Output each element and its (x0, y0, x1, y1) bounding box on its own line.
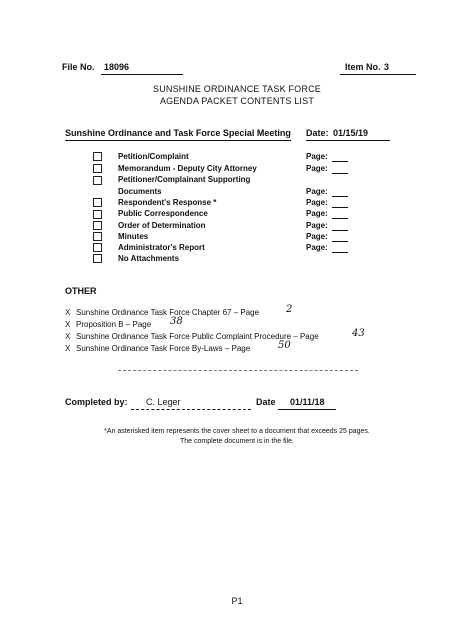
meeting-name-underline (65, 140, 291, 141)
meeting-date-label: Date: (306, 128, 329, 138)
page-number: P1 (231, 596, 243, 606)
file-number-value: 18096 (104, 62, 130, 72)
completed-by-name: C. Leger (146, 397, 181, 407)
other-item-page-handwritten: 38 (170, 316, 183, 327)
checkbox-order-determination[interactable] (93, 221, 102, 230)
meeting-name: Sunshine Ordinance and Task Force Special Meeting (65, 128, 291, 138)
file-number-underline (101, 74, 183, 75)
other-item-mark: X (65, 332, 71, 341)
checkbox-respondent-response[interactable] (93, 198, 102, 207)
page-label-documents: Page: (306, 187, 328, 196)
other-item-page-handwritten: 2 (286, 304, 293, 315)
checkbox-petition[interactable] (93, 152, 102, 161)
other-item-text: Sunshine Ordinance Task Force Public Complaint Procedure – Page (76, 332, 319, 341)
completed-date-underline (278, 409, 336, 410)
meeting-date: 01/15/19 (333, 128, 369, 138)
page-label-order: Page: (306, 221, 328, 230)
page-label-administrator: Page: (306, 243, 328, 252)
other-item-text: Sunshine Ordinance Task Force Chapter 67 – Page (76, 308, 260, 317)
other-item-text: Sunshine Ordinance Task Force By-Laws – Page (76, 344, 251, 353)
checkbox-memorandum[interactable] (93, 164, 102, 173)
other-item-text: Proposition B – Page (76, 320, 152, 329)
other-item-page-handwritten: 50 (278, 340, 291, 351)
completed-date-label: Date (256, 397, 276, 407)
page-label-correspondence: Page: (306, 209, 328, 218)
item-number-underline (340, 74, 416, 75)
completed-by-label: Completed by: (65, 397, 128, 407)
item-label-respondent: Respondent's Response * (118, 198, 217, 207)
checkbox-minutes[interactable] (93, 232, 102, 241)
meeting-date-underline (306, 140, 390, 141)
other-item-mark: X (65, 308, 71, 317)
page-blank-minutes (332, 241, 348, 242)
item-label-minutes: Minutes (118, 232, 149, 241)
item-label-supporting: Petitioner/Complainant Supporting (118, 175, 251, 184)
item-label-memorandum: Memorandum - Deputy City Attorney (118, 164, 257, 173)
other-item-mark: X (65, 344, 71, 353)
checkbox-public-correspondence[interactable] (93, 210, 102, 219)
scan-divider (118, 370, 358, 371)
page-blank-correspondence (332, 218, 348, 219)
item-label-administrator: Administrator's Report (118, 243, 205, 252)
item-label-documents: Documents (118, 187, 162, 196)
page-blank-memorandum (332, 173, 348, 174)
checkbox-supporting-documents[interactable] (93, 176, 102, 185)
page-label-respondent: Page: (306, 198, 328, 207)
footnote-line2: The complete document is in the file. (179, 438, 294, 445)
page-label-memorandum: Page: (306, 164, 328, 173)
item-label-petition: Petition/Complaint (118, 152, 189, 161)
page-label-minutes: Page: (306, 232, 328, 241)
document-subtitle: AGENDA PACKET CONTENTS LIST (159, 96, 315, 106)
page-blank-order (332, 230, 348, 231)
checkbox-no-attachments[interactable] (93, 254, 102, 263)
item-label-no-attachments: No Attachments (118, 254, 180, 263)
page-blank-respondent (332, 207, 348, 208)
completed-date: 01/11/18 (290, 397, 325, 407)
page-label-petition: Page: (306, 152, 328, 161)
page-blank-administrator (332, 252, 348, 253)
document-title: SUNSHINE ORDINANCE TASK FORCE (153, 84, 321, 94)
other-item-mark: X (65, 320, 71, 329)
file-number-label: File No. (62, 62, 95, 72)
other-heading: OTHER (65, 286, 97, 296)
item-number-value: 3 (384, 62, 390, 72)
completed-by-underline (131, 409, 251, 410)
page-blank-documents (332, 196, 348, 197)
item-label-correspondence: Public Correspondence (118, 209, 208, 218)
page-blank-petition (332, 161, 348, 162)
other-item-page-handwritten: 43 (352, 328, 365, 339)
item-label-order: Order of Determination (118, 221, 206, 230)
checkbox-administrator-report[interactable] (93, 243, 102, 252)
item-number-label: Item No. (345, 62, 381, 72)
footnote-line1: *An asterisked item represents the cover sheet to a document that exceeds 25 pages. (104, 428, 370, 435)
